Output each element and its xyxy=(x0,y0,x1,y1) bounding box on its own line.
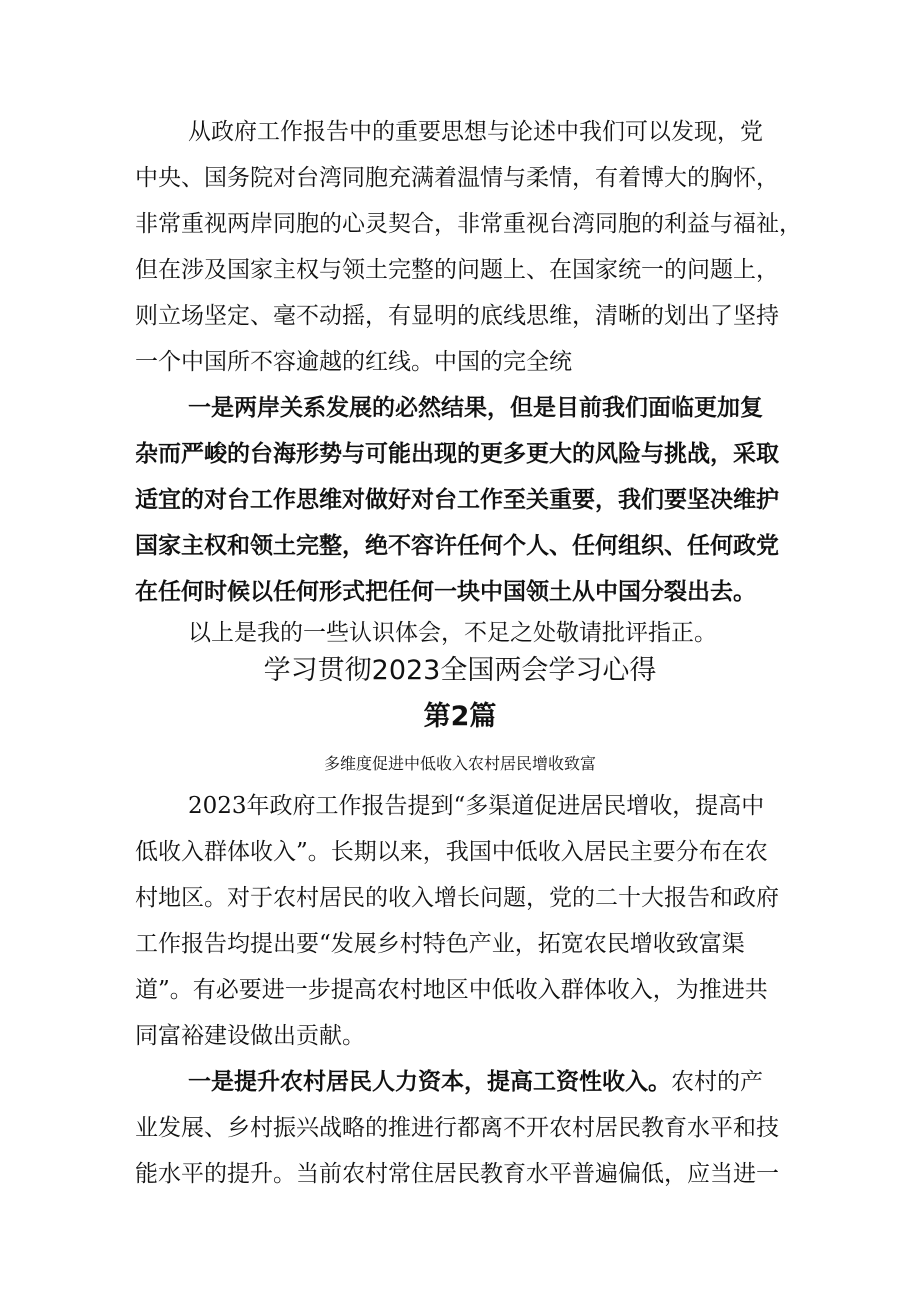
bold-paragraph-line: 在任何时候以任何形式把任何一块中国领土从中国分裂出去。 xyxy=(135,578,756,605)
article-number: 第2篇 xyxy=(423,701,497,732)
bold-paragraph-line: 杂而严峻的台海形势与可能出现的更多更大的风险与挑战，采取 xyxy=(135,440,779,467)
paragraph-line: 2023年政府工作报告提到“多渠道促进居民增收，提高中 xyxy=(188,793,765,819)
paragraph-line: 道”。有必要进一步提高农村地区中低收入群体收入，为推进共 xyxy=(135,977,768,1003)
point-line xyxy=(188,1067,788,1097)
closing-line: 以上是我的一些认识体会，不足之处敬请批评指正。 xyxy=(188,620,717,646)
paragraph-line: 非常重视两岸同胞的心灵契合，非常重视台湾同胞的利益与福祉， xyxy=(135,211,802,237)
paragraph-line: 村地区。对于农村居民的收入增长问题，党的二十大报告和政府 xyxy=(135,885,779,911)
paragraph-line: 工作报告均提出要“发展乡村特色产业，拓宽农民增收致富渠 xyxy=(135,931,745,957)
paragraph-line: 从政府工作报告中的重要思想与论述中我们可以发现，党 xyxy=(188,119,763,145)
paragraph-line: 一个中国所不容逾越的红线。中国的完全统 xyxy=(135,349,572,375)
paragraph-line: 业发展、乡村振兴战略的推进行都离不开农村居民教育水平和技 xyxy=(135,1115,779,1141)
point-text: 农村的产 xyxy=(671,1069,763,1095)
point-heading: 一是提升农村居民人力资本，提高工资性收入。 xyxy=(188,1068,671,1095)
paragraph-line: 则立场坚定、毫不动摇，有显明的底线思维，清晰的划出了坚持 xyxy=(135,303,779,329)
bold-paragraph-line: 国家主权和领土完整，绝不容许任何个人、任何组织、任何政党 xyxy=(135,532,779,559)
paragraph-line: 同富裕建设做出贡献。 xyxy=(135,1023,365,1049)
paragraph-line: 但在涉及国家主权与领土完整的问题上、在国家统一的问题上， xyxy=(135,257,779,283)
article-subtitle: 多维度促进中低收入农村居民增收致富 xyxy=(323,754,596,773)
bold-paragraph-line: 适宜的对台工作思维对做好对台工作至关重要，我们要坚决维护 xyxy=(135,486,779,513)
paragraph-line: 能水平的提升。当前农村常住居民教育水平普遍偏低，应当进一 xyxy=(135,1161,779,1187)
article-title: 学习贯彻2023全国两会学习心得 xyxy=(263,655,657,686)
paragraph-line: 低收入群体收入”。长期以来，我国中低收入居民主要分布在农 xyxy=(135,839,768,865)
bold-paragraph-line: 一是两岸关系发展的必然结果，但是目前我们面临更加复 xyxy=(188,394,763,421)
paragraph-line: 中央、国务院对台湾同胞充满着温情与柔情，有着博大的胸怀， xyxy=(135,165,779,191)
